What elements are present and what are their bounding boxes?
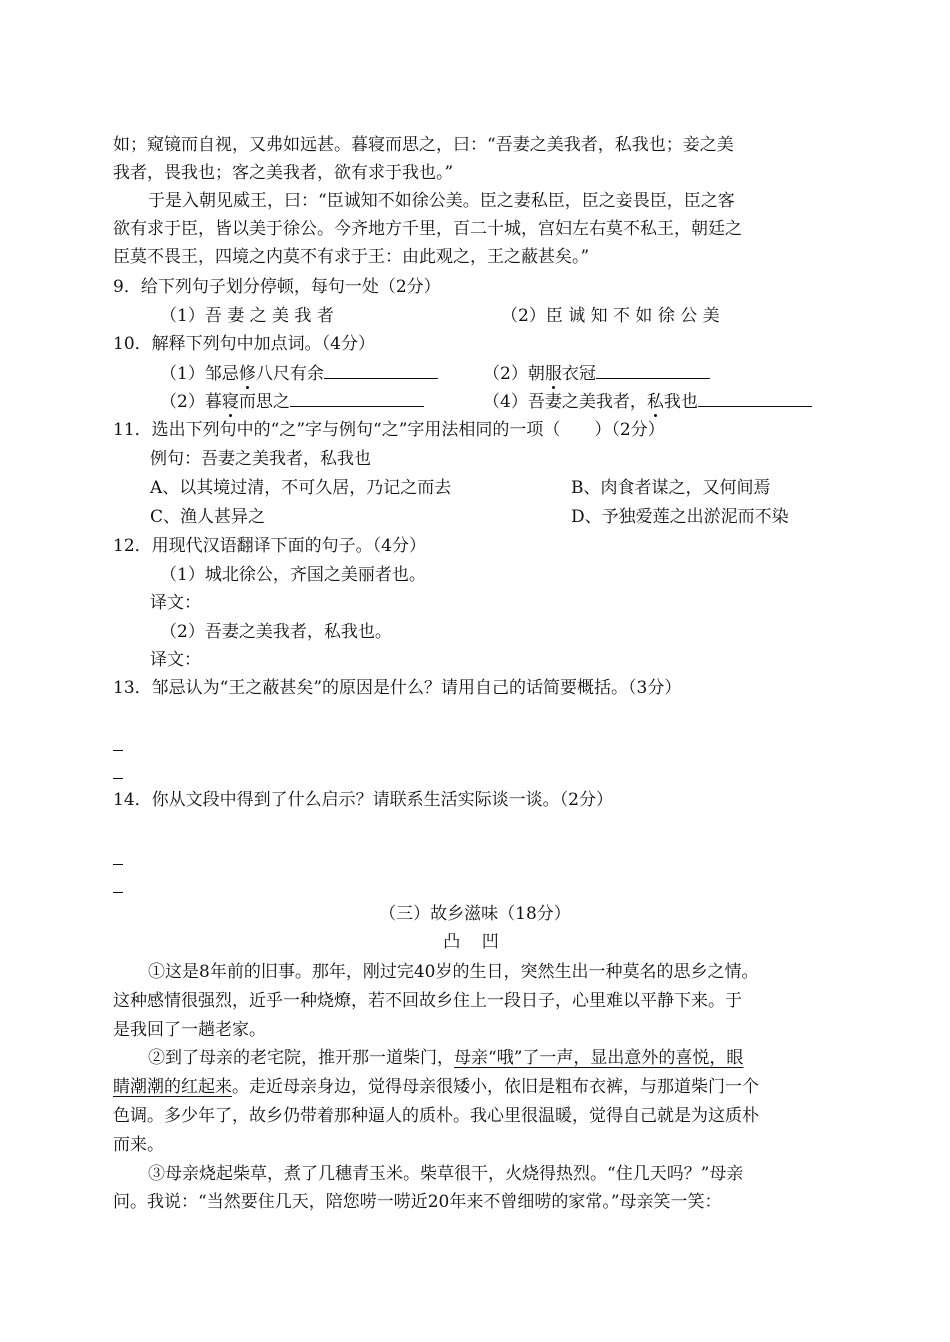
- passage-line: 臣莫不畏王，四境之内莫不有求于王：由此观之，王之蔽甚矣。”: [113, 247, 590, 267]
- q10-text: 衣冠: [561, 364, 596, 384]
- q10-text: 八尺有余: [255, 364, 324, 384]
- answer-blank[interactable]: [698, 388, 812, 407]
- article-text: 。走近母亲身边，觉得母亲很矮小，依旧是粗布衣裤，与那道柴门一个: [232, 1077, 759, 1097]
- answer-line-mark[interactable]: [113, 778, 123, 779]
- option-c: C、渔人甚异之: [150, 507, 266, 527]
- option-b: B、肉食者谋之，又何间焉: [571, 478, 771, 498]
- passage-line: 欲有求于臣，皆以美于徐公。今齐地方千里，百二十城，宫妇左右莫不私王，朝廷之: [113, 219, 742, 239]
- q10-text: （4）吾妻之美我者，: [483, 392, 647, 412]
- question-12-stem: 12．用现代汉语翻译下面的句子。（4分）: [113, 536, 426, 556]
- answer-line-mark[interactable]: [113, 892, 123, 893]
- question-9-item-2: （2）臣 诚 知 不 如 徐 公 美: [501, 306, 720, 326]
- answer-line-mark[interactable]: [113, 750, 123, 751]
- article-paragraph-line: [148, 1046, 743, 1070]
- q10-text: 我也: [663, 392, 698, 412]
- question-9-stem: 9．给下列句子划分停顿，每句一处（2分）: [113, 277, 441, 297]
- section-heading: （三）故乡滋味（18分）: [379, 904, 571, 924]
- answer-blank[interactable]: [596, 360, 710, 379]
- answer-line-mark[interactable]: [113, 864, 123, 865]
- question-9-item-1: （1）吾 妻 之 美 我 者: [160, 306, 334, 326]
- passage-line: 我者，畏我也；客之美我者，欲有求于我也。”: [113, 163, 454, 183]
- article-paragraph-line: ③母亲烧起柴草，煮了几穗青玉米。柴草很干，火烧得热烈。“住几天吗？”母亲: [148, 1164, 744, 1184]
- passage-line: 如；窥镜而自视，又弗如远甚。暮寝而思之，曰：“吾妻之美我者，私我也；妾之美: [113, 135, 734, 155]
- article-paragraph-line: 色调。多少年了，故乡仍带着那种逼人的质朴。我心里很温暖，觉得自己就是为这质朴: [113, 1106, 759, 1126]
- emphasis-dot-word: 修: [238, 364, 256, 384]
- article-paragraph-line: 而来。: [113, 1135, 164, 1155]
- question-10-item-4: [483, 388, 812, 414]
- question-11-example: 例句：吾妻之美我者，私我也: [150, 449, 371, 469]
- answer-blank[interactable]: [324, 360, 438, 379]
- q10-text: （2）朝: [483, 364, 545, 384]
- question-12-item-1: （1）城北徐公，齐国之美丽者也。: [160, 565, 426, 585]
- translation-label: 译文：: [150, 593, 201, 613]
- underlined-sentence: 睛潮潮的红起来: [113, 1077, 232, 1097]
- article-paragraph-line: ①这是8年前的旧事。那年，刚过完40岁的生日，突然生出一种莫名的思乡之情。: [148, 962, 759, 982]
- question-14-stem: 14．你从文段中得到了什么启示？请联系生活实际谈一谈。（2分）: [113, 790, 613, 810]
- option-d: D、予独爱莲之出淤泥而不染: [571, 507, 789, 527]
- article-paragraph-line: 是我回了一趟老家。: [113, 1020, 266, 1040]
- article-paragraph-line: 问。我说：“当然要住几天，陪您唠一唠近20年来不曾细唠的家常。”母亲笑一笑：: [113, 1192, 722, 1212]
- article-paragraph-line: [113, 1075, 759, 1099]
- q10-text: （1）邹忌: [160, 364, 239, 384]
- passage-line: 于是入朝见威王，曰：“臣诚知不如徐公美。臣之妻私臣，臣之妾畏臣，臣之客: [148, 191, 735, 211]
- emphasis-dot-word: 寝: [221, 392, 239, 412]
- emphasis-dot-word: 私: [646, 392, 664, 412]
- article-text: ②到了母亲的老宅院，推开那一道柴门，: [148, 1048, 454, 1068]
- translation-label: 译文：: [150, 650, 201, 670]
- option-a: A、以其境过清，不可久居，乃记之而去: [150, 478, 452, 498]
- article-paragraph-line: 这种感情很强烈，近乎一种烧燎，若不回故乡住上一段日子，心里难以平静下来。于: [113, 991, 742, 1011]
- emphasis-dot-word: 服: [544, 364, 562, 384]
- question-11-stem: 11．选出下列句中的“之”字与例句“之”字用法相同的一项（ ）（2分）: [113, 420, 665, 440]
- question-10-item-2: [483, 360, 710, 386]
- question-10-stem: 10．解释下列句中加点词。（4分）: [113, 334, 375, 354]
- q10-text: （2）暮: [160, 392, 222, 412]
- question-10-item-1: [160, 360, 438, 386]
- q10-text: 而思之: [238, 392, 290, 412]
- question-13-stem: 13．邹忌认为“王之蔽甚矣”的原因是什么？请用自己的话简要概括。（3分）: [113, 678, 682, 698]
- question-10-item-3: [160, 388, 424, 414]
- answer-blank[interactable]: [290, 388, 424, 407]
- underlined-sentence: 母亲“哦”了一声，显出意外的喜悦，眼: [454, 1048, 744, 1068]
- article-title: 凸 凹: [443, 932, 507, 952]
- question-12-item-2: （2）吾妻之美我者，私我也。: [160, 622, 392, 642]
